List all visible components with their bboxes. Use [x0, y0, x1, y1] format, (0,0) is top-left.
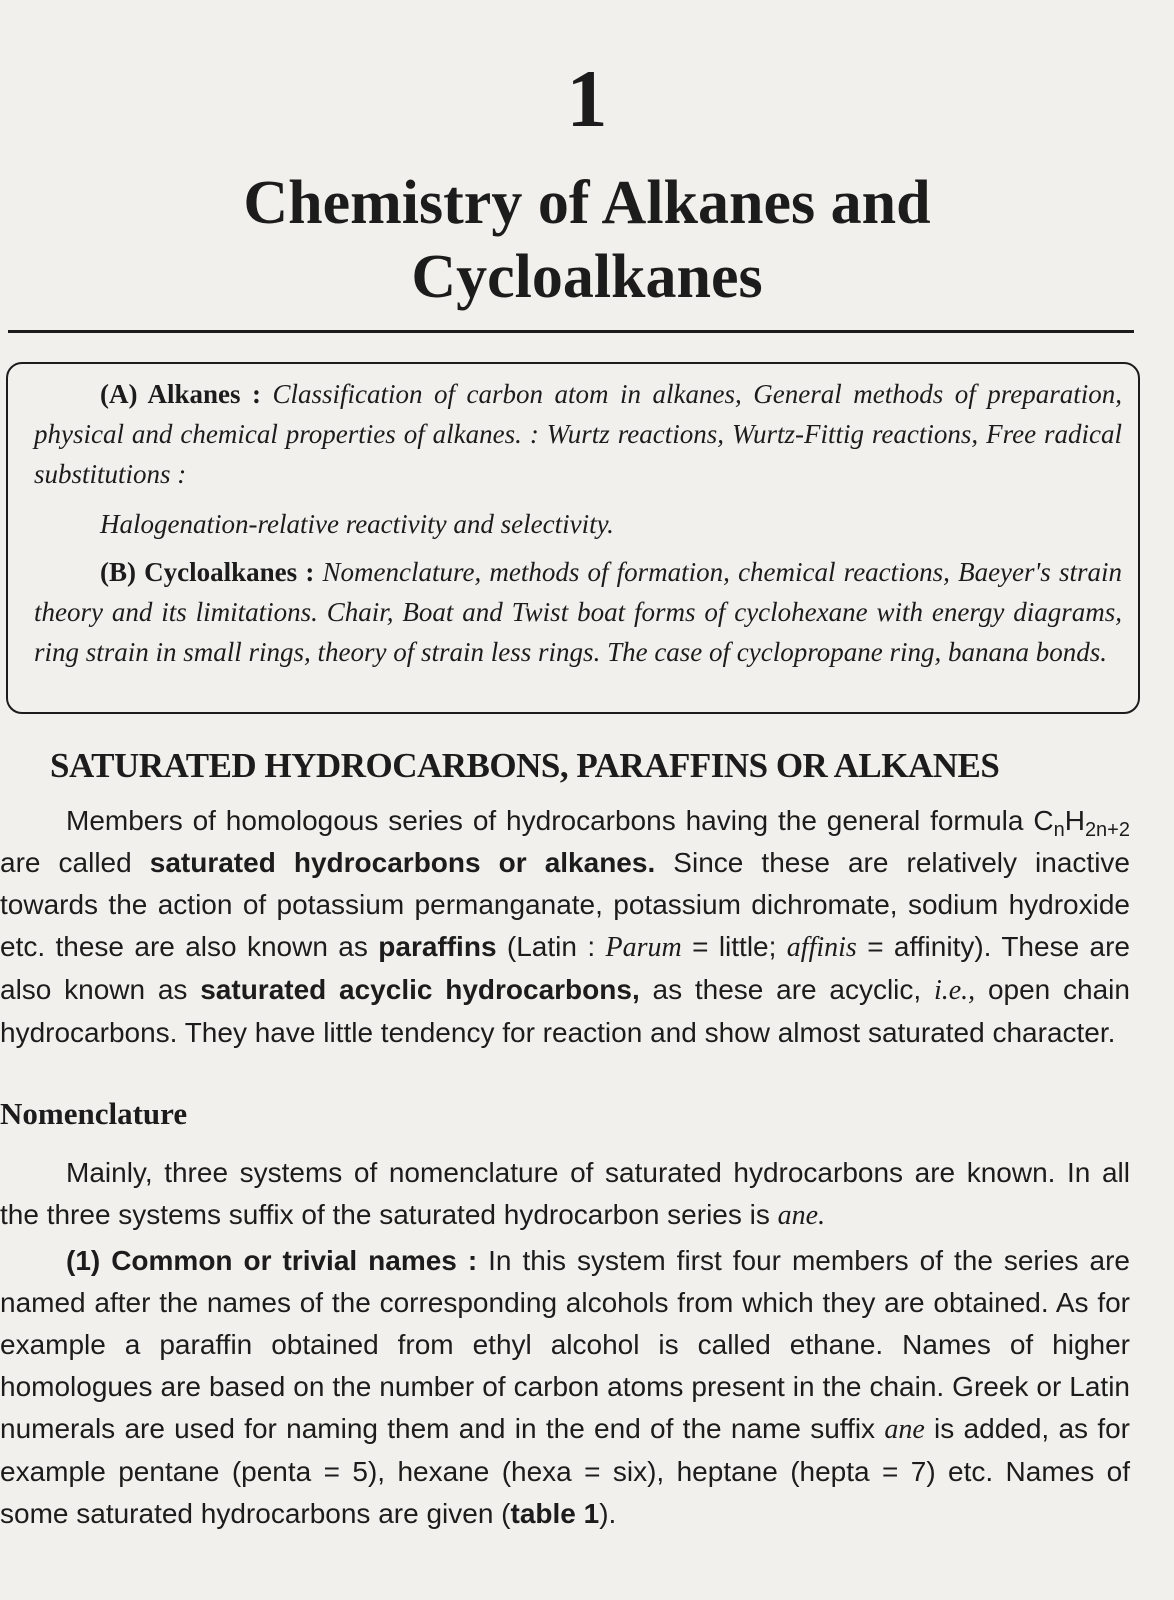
- paragraph-alkanes-intro: [0, 800, 1130, 1054]
- formula-subscript: 2n+2: [1084, 819, 1130, 841]
- bold-term: table 1: [510, 1498, 600, 1529]
- bold-term: (1) Common or trivial names :: [66, 1245, 478, 1276]
- bold-term: saturated acyclic hydrocarbons,: [200, 974, 640, 1005]
- text: = little;: [681, 931, 787, 962]
- subheading-nomenclature: Nomenclature: [0, 1096, 188, 1131]
- syllabus-box: [6, 362, 1140, 714]
- formula-h: H: [1064, 805, 1085, 836]
- text: is added, as for example pentane (penta = 5), hexane (hexa = six), heptane (hepta = 7) etc. Names of some saturated hydrocarbons are given (: [0, 1413, 1130, 1529]
- text: = affinity). These are also known as: [0, 931, 1130, 1005]
- bold-term: saturated hydrocarbons or alkanes.: [149, 847, 656, 878]
- syllabus-cycloalkanes: [34, 552, 1122, 672]
- chapter-title-line-2: Cycloalkanes: [411, 243, 763, 311]
- general-formula: [1033, 805, 1130, 841]
- text: are called: [0, 847, 150, 878]
- title-divider: [8, 330, 1134, 333]
- chapter-title: [0, 166, 1174, 314]
- italic-term: affinis: [786, 932, 857, 963]
- text: open chain hydrocarbons. They have little tendency for reaction and show almost saturated character.: [0, 974, 1130, 1048]
- paragraph-nomenclature: [0, 1152, 1130, 1237]
- text: ).: [599, 1498, 617, 1529]
- text: Since these are relatively inactive towards the action of potassium permanganate, potassium dichromate, sodium hydroxide etc. these are also known as: [0, 847, 1130, 962]
- syllabus-alkanes-sub: Halogenation-relative reactivity and selectivity.: [100, 509, 614, 539]
- formula-c: C: [1033, 805, 1054, 836]
- text: In this system first four members of the series are named after the names of the corresponding alcohols from which they are obtained. As for example a paraffin obtained from ethyl alcohol is called ethane. Names of higher homologues are based on the number of carbon atoms present in the chain. Greek or Latin numerals are used for naming them and in the end of the name suffix: [0, 1245, 1130, 1444]
- syllabus-cycloalkanes-label: (B) Cycloalkanes :: [100, 557, 315, 587]
- bold-term: paraffins: [378, 931, 497, 962]
- chapter-title-line-1: Chemistry of Alkanes and: [243, 169, 931, 237]
- syllabus-alkanes: [34, 374, 1122, 494]
- text: Mainly, three systems of nomenclature of saturated hydrocarbons are known. In all the three systems suffix of the saturated hydrocarbon series is: [0, 1157, 1130, 1230]
- italic-term: i.e.,: [933, 975, 976, 1006]
- italic-term: ane.: [777, 1200, 826, 1231]
- text: (Latin :: [496, 931, 606, 962]
- section-heading: SATURATED HYDROCARBONS, PARAFFINS OR ALKANES: [50, 746, 1000, 785]
- syllabus-alkanes-label: (A) Alkanes :: [100, 379, 262, 409]
- syllabus-cycloalkanes-text: Nomenclature, methods of formation, chemical reactions, Baeyer's strain theory and its limitations. Chair, Boat and Twist boat forms of cyclohexane with energy diagrams, ring strain in small rings, theory of strain less rings. The case of cyclopropane ring, banana bonds.: [34, 557, 1122, 667]
- chapter-number: 1: [566, 53, 608, 144]
- formula-n: n: [1053, 819, 1065, 841]
- syllabus-alkanes-text: Classification of carbon atom in alkanes, General methods of preparation, physical and chemical properties of alkanes. : Wurtz reactions, Wurtz-Fittig reactions, Free radical substitutions :: [34, 379, 1122, 489]
- text: as these are acyclic,: [639, 974, 934, 1005]
- paragraph-common-names: [0, 1240, 1130, 1535]
- italic-term: Parum: [605, 932, 682, 963]
- text: Members of homologous series of hydrocarbons having the general formula: [66, 805, 1034, 836]
- italic-term: ane: [884, 1414, 925, 1445]
